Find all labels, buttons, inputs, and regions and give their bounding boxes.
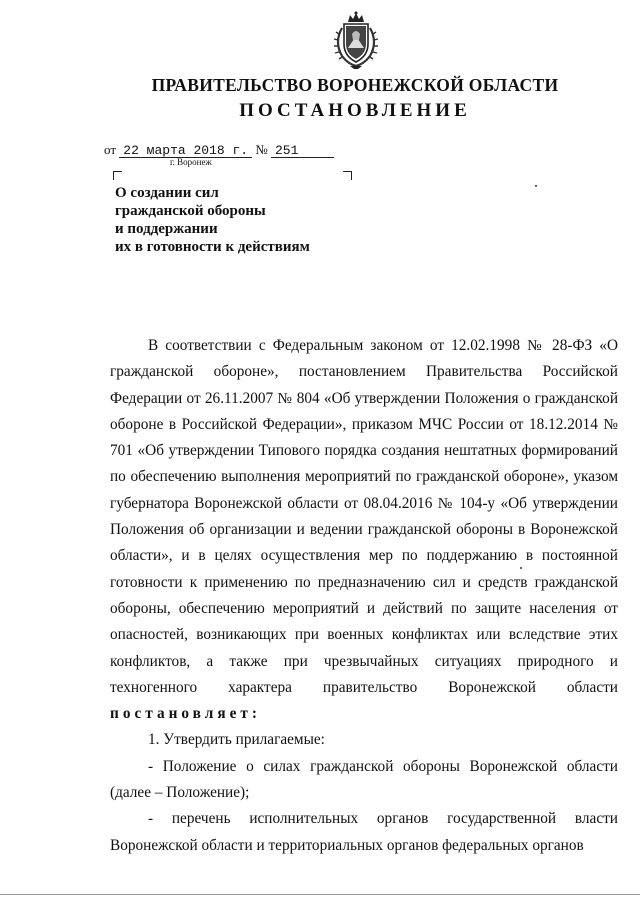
preamble-paragraph — [110, 333, 618, 727]
subject-line: и поддержании — [115, 221, 218, 237]
document-subject — [115, 184, 310, 256]
city: г. Воронеж — [170, 157, 212, 167]
subject-bracket-left — [113, 171, 122, 180]
document-type: ПОСТАНОВЛЕНИЕ — [239, 100, 471, 121]
scan-speck — [535, 185, 537, 187]
coat-of-arms-icon — [330, 10, 382, 70]
organization-title: ПРАВИТЕЛЬСТВО ВОРОНЕЖСКОЙ ОБЛАСТИ — [151, 75, 559, 95]
date-prefix: от — [104, 142, 117, 157]
item-1: 1. Утвердить прилагаемые: — [148, 731, 325, 749]
document-body — [110, 333, 618, 859]
decree-word: постановляет: — [110, 705, 261, 723]
document-number: 251 — [271, 144, 334, 158]
subject-line: О создании сил — [115, 185, 219, 201]
document-date: 22 марта 2018 г. — [119, 144, 252, 158]
page-edge — [0, 894, 640, 895]
subject-line: гражданской обороны — [115, 203, 266, 219]
subject-line: их в готовности к действиям — [115, 239, 310, 255]
scan-speck — [520, 567, 522, 569]
bullet-item: - перечень исполнительных органов государственной власти Воронежской области и территориальных органов федеральных органов — [110, 810, 618, 854]
date-number-line — [104, 142, 334, 158]
preamble-text: В соответствии с Федеральным законом от 12.02.1998 № 28-ФЗ «О гражданской обороне», постановлением Правительства Российской Федерации от 26.11.2007 № 804 «Об утверждении Положения о гражданской обороне в Российской Федерации», приказом МЧС России от 18.12.2014 № 701 «Об утверждении Типового порядка создания нештатных формирований по обеспечению выполнения мероприятий по гражданской обороне», указом губернатора Воронежской области от 08.04.2016 № 104-у «Об утверждении Положения об организации и ведении гражданской обороны в Воронежской области», и в целях осуществления мер по поддержанию в постоянной готовности к применению по предназначению сил и средств гражданской обороны, обеспечению мероприятий и действий по защите населения от опасностей, возникающих при военных конфликтах или вследствие этих конфликтов, а также при чрезвычайных ситуациях природного и техногенного характера правительство Воронежской области — [110, 337, 618, 696]
bullet-item: - Положение о силах гражданской обороны Воронежской области (далее – Положение); — [110, 757, 618, 802]
number-prefix: № — [255, 142, 268, 157]
subject-bracket-right — [343, 171, 352, 180]
